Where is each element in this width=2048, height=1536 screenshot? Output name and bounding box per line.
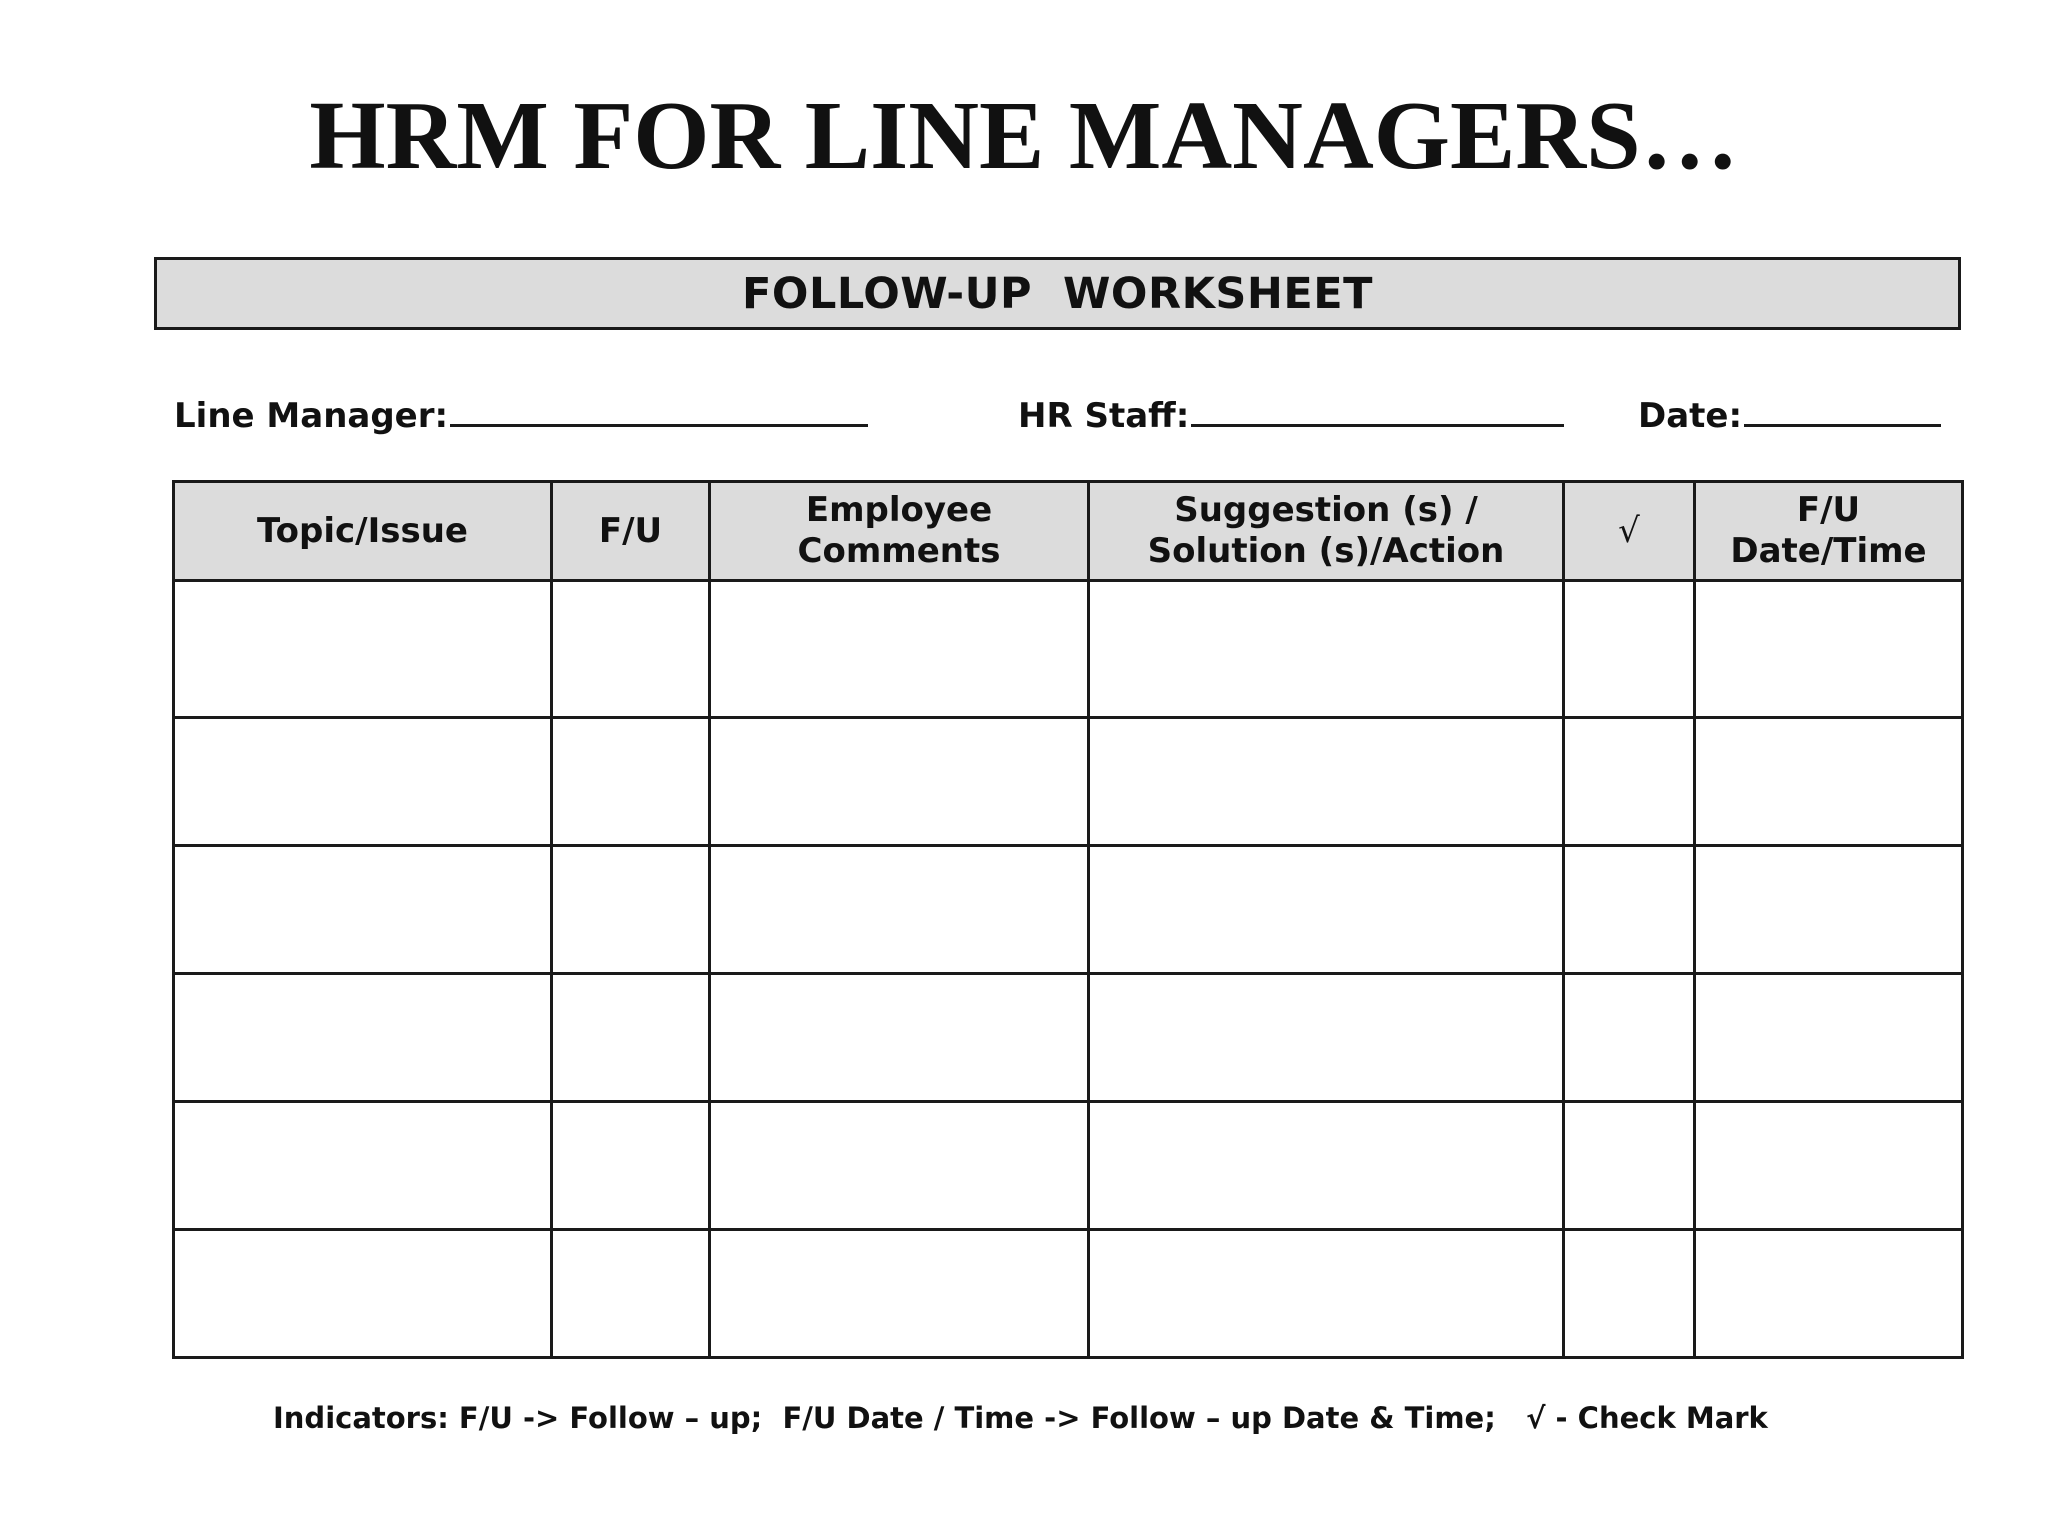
follow-up-date-time-cell[interactable] [1695, 581, 1963, 718]
worksheet-banner: FOLLOW-UP WORKSHEET [154, 257, 1961, 330]
follow-up-date-time-cell[interactable] [1695, 1230, 1963, 1358]
follow-up-cell[interactable] [552, 718, 710, 846]
check-mark-cell[interactable] [1564, 1230, 1695, 1358]
suggestion-cell[interactable] [1089, 1102, 1564, 1230]
employee-comments-cell[interactable] [710, 1102, 1089, 1230]
header-suggestion-solution-action: Suggestion (s) / Solution (s)/Action [1089, 482, 1564, 581]
follow-up-cell[interactable] [552, 846, 710, 974]
topic-cell[interactable] [174, 846, 552, 974]
topic-cell[interactable] [174, 1230, 552, 1358]
hr-staff-label: HR Staff: [1018, 396, 1190, 436]
follow-up-cell[interactable] [552, 974, 710, 1102]
topic-cell[interactable] [174, 1102, 552, 1230]
table-header-row [174, 482, 1963, 581]
suggestion-cell[interactable] [1089, 846, 1564, 974]
line-manager-blank[interactable] [450, 388, 868, 427]
follow-up-date-time-cell[interactable] [1695, 974, 1963, 1102]
check-mark-cell[interactable] [1564, 974, 1695, 1102]
suggestion-cell[interactable] [1089, 718, 1564, 846]
table-row [174, 974, 1963, 1102]
check-mark-cell[interactable] [1564, 718, 1695, 846]
header-follow-up-date-time: F/U Date/Time [1695, 482, 1963, 581]
date-label: Date: [1638, 396, 1743, 436]
date-field[interactable] [1638, 388, 1941, 434]
check-mark-cell[interactable] [1564, 846, 1695, 974]
header-follow-up: F/U [552, 482, 710, 581]
employee-comments-cell[interactable] [710, 974, 1089, 1102]
follow-up-cell[interactable] [552, 1102, 710, 1230]
table-row [174, 846, 1963, 974]
employee-comments-cell[interactable] [710, 581, 1089, 718]
line-manager-field[interactable] [174, 388, 868, 434]
header-topic-issue: Topic/Issue [174, 482, 552, 581]
employee-comments-cell[interactable] [710, 846, 1089, 974]
suggestion-cell[interactable] [1089, 974, 1564, 1102]
follow-up-date-time-cell[interactable] [1695, 846, 1963, 974]
page-title: HRM FOR LINE MANAGERS… [309, 82, 1739, 190]
topic-cell[interactable] [174, 974, 552, 1102]
follow-up-cell[interactable] [552, 581, 710, 718]
employee-comments-cell[interactable] [710, 718, 1089, 846]
date-blank[interactable] [1744, 388, 1941, 427]
line-manager-label: Line Manager: [174, 396, 449, 436]
header-employee-comments: Employee Comments [710, 482, 1089, 581]
hr-staff-field[interactable] [1018, 388, 1564, 434]
follow-up-cell[interactable] [552, 1230, 710, 1358]
follow-up-date-time-cell[interactable] [1695, 1102, 1963, 1230]
employee-comments-cell[interactable] [710, 1230, 1089, 1358]
suggestion-cell[interactable] [1089, 581, 1564, 718]
header-check-mark: √ [1564, 482, 1695, 581]
indicators-legend: Indicators: F/U -> Follow – up; F/U Date / Time -> Follow – up Date & Time; √ - Check Mark [273, 1401, 1768, 1435]
table-row [174, 1230, 1963, 1358]
hr-staff-blank[interactable] [1191, 388, 1564, 427]
table-row [174, 1102, 1963, 1230]
check-mark-cell[interactable] [1564, 1102, 1695, 1230]
suggestion-cell[interactable] [1089, 1230, 1564, 1358]
table-row [174, 581, 1963, 718]
topic-cell[interactable] [174, 718, 552, 846]
topic-cell[interactable] [174, 581, 552, 718]
follow-up-table [172, 480, 1964, 1359]
table-row [174, 718, 1963, 846]
check-mark-cell[interactable] [1564, 581, 1695, 718]
follow-up-date-time-cell[interactable] [1695, 718, 1963, 846]
